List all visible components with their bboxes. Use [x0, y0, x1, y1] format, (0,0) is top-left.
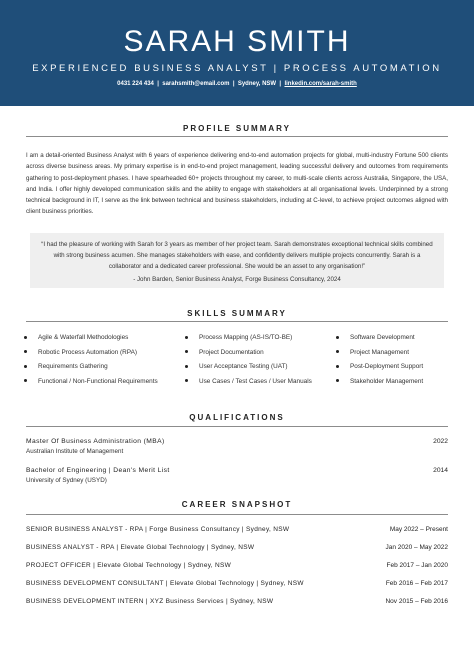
degree-name: Master Of Business Administration (MBA) — [26, 438, 165, 445]
career-details: | Elevate Global Technology | Sydney, NSW — [114, 544, 255, 551]
qualification-year: 2022 — [433, 438, 448, 445]
section-divider — [26, 426, 448, 427]
career-entry — [26, 579, 448, 588]
skill-item: Post-Deployment Support — [336, 362, 423, 377]
skills-column-1 — [24, 333, 158, 391]
qualification-institution: University of Sydney (USYD) — [26, 477, 107, 484]
qualification-degree — [26, 466, 170, 476]
career-role: PROJECT OFFICER — [26, 562, 92, 569]
phone-number: 0431 224 434 — [117, 81, 154, 87]
testimonial-attribution: - John Barden, Senior Business Analyst, Forge Business Consultancy, 2024 — [133, 276, 341, 283]
linkedin-link[interactable]: linkedin.com/sarah-smith — [284, 81, 357, 87]
career-entry — [26, 597, 448, 606]
skill-item: Stakeholder Management — [336, 377, 423, 392]
resume-header — [0, 0, 474, 106]
career-dates: May 2022 – Present — [389, 526, 448, 533]
location: Sydney, NSW — [237, 81, 277, 87]
skill-item: Software Development — [336, 333, 423, 348]
career-role: BUSINESS DEVELOPMENT CONSULTANT — [26, 580, 164, 587]
career-entry — [26, 543, 448, 552]
career-dates: Nov 2015 – Feb 2016 — [385, 598, 448, 605]
section-divider — [26, 514, 448, 515]
candidate-headline: EXPERIENCED BUSINESS ANALYST | PROCESS AUTOMATION — [32, 63, 442, 74]
skills-summary-heading: SKILLS SUMMARY — [187, 309, 287, 318]
skills-column-3 — [336, 333, 423, 391]
skill-item: Project Management — [336, 348, 423, 363]
testimonial-box — [30, 233, 444, 288]
skill-item: Requirements Gathering — [24, 362, 158, 377]
career-details: | Elevate Global Technology | Sydney, NSW — [91, 562, 232, 569]
skill-item: Process Mapping (AS-IS/TO-BE) — [185, 333, 312, 348]
skill-item: Project Documentation — [185, 348, 312, 363]
career-dates: Feb 2017 – Jan 2020 — [386, 562, 448, 569]
qualification-degree — [26, 437, 165, 447]
qualification-institution: Australian Institute of Management — [26, 448, 124, 455]
contact-line — [0, 80, 474, 88]
degree-name: Bachelor of Engineering — [26, 467, 107, 474]
career-role: BUSINESS ANALYST - RPA — [26, 544, 115, 551]
separator: | — [157, 81, 159, 87]
profile-summary-text: I am a detail-oriented Business Analyst with 6 years of experience delivering end-to-end automation projects for global, multi-industry Fortune 500 clients across diverse business areas. My primary expertise is in end-to-end project management, leading successful delivery and outcomes from requirements gathering to post-deployment phases. I have spearheaded 60+ projects throughout my career, to multi-scale clients across Australia, Singapore, the USA, and India. I offer highly developed communication skills and the ability to engage with stakeholders at all organisational levels. Underpinned by a strong technical background in IT, I serve as the link between technical and business stakeholders, including at C-level, to achieve project outcomes aligned with client business priorities. — [26, 152, 448, 216]
skill-item: Agile & Waterfall Methodologies — [24, 333, 158, 348]
career-dates: Feb 2016 – Feb 2017 — [385, 580, 448, 587]
separator: | — [232, 81, 235, 87]
profile-summary-heading: PROFILE SUMMARY — [183, 124, 291, 133]
email-address[interactable]: sarahsmith@email.com — [162, 81, 230, 87]
career-role: SENIOR BUSINESS ANALYST - RPA — [26, 526, 144, 533]
career-entry — [26, 525, 448, 534]
qualification-entry — [26, 466, 448, 486]
qualification-year: 2014 — [433, 467, 448, 474]
career-dates: Jan 2020 – May 2022 — [385, 544, 448, 551]
skill-item: Use Cases / Test Cases / User Manuals — [185, 377, 312, 392]
separator: | — [279, 81, 282, 87]
career-details: | Elevate Global Technology | Sydney, NSW — [163, 580, 304, 587]
skill-item: Robotic Process Automation (RPA) — [24, 348, 158, 363]
career-role: BUSINESS DEVELOPMENT INTERN — [26, 598, 144, 605]
skill-item: User Acceptance Testing (UAT) — [185, 362, 312, 377]
career-snapshot-heading: CAREER SNAPSHOT — [181, 500, 293, 509]
career-details: | XYZ Business Services | Sydney, NSW — [143, 598, 274, 605]
candidate-name: SARAH SMITH — [123, 25, 351, 58]
section-divider — [26, 321, 448, 322]
skill-item: Functional / Non-Functional Requirements — [24, 377, 158, 392]
section-divider — [26, 136, 448, 137]
qualification-entry — [26, 437, 448, 457]
skills-column-2 — [185, 333, 312, 391]
testimonial-quote: “I had the pleasure of working with Sarah for 3 years as member of her project team. Sarah demonstrates exceptional technical skills combined with strong business acumen. She manages stakeholders with ease, and confidently delivers multiple projects concurrently. Sarah is a collaborator and a dedicated career professional. She would be an asset to any organisation!” — [41, 241, 433, 270]
career-entry — [26, 561, 448, 570]
career-details: | Forge Business Consultancy | Sydney, NSW — [143, 526, 290, 533]
degree-note: | Dean's Merit List — [106, 467, 170, 474]
qualifications-heading: QUALIFICATIONS — [189, 413, 285, 422]
